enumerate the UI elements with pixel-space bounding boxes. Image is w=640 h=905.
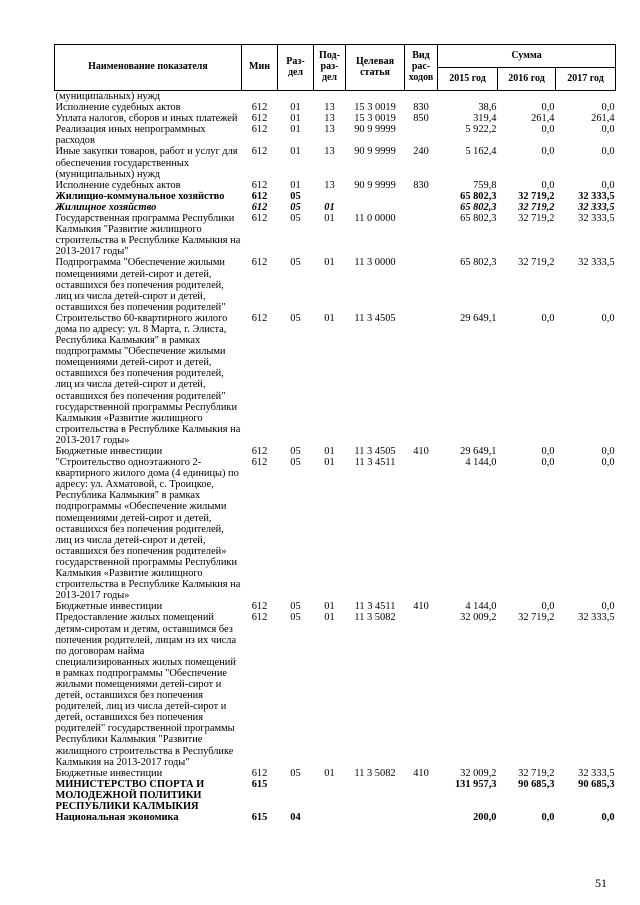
row-podrazdel: 01 (324, 457, 335, 469)
row-statya (346, 812, 405, 823)
row-vid (405, 191, 438, 202)
row-sum-2016: 0,0 (541, 146, 555, 158)
row-vid: 850 (413, 113, 429, 125)
row-sum-2017: 32 333,5 (578, 190, 615, 202)
row-vid: 830 (413, 179, 429, 191)
row-podrazdel: 01 (324, 201, 335, 213)
row-name: Бюджетные инвестиции (55, 446, 163, 457)
row-podrazdel (314, 91, 346, 103)
row-sum-2017: 261,4 (591, 113, 615, 125)
row-sum-2016: 90 685,3 (518, 778, 555, 790)
row-sum-2017: 32 333,5 (578, 767, 615, 779)
row-vid (405, 457, 438, 601)
row-sum-2015: 131 957,3 (454, 778, 497, 790)
row-name: Жилищное хозяйство (55, 201, 157, 213)
row-sum-2016: 0,0 (541, 601, 555, 613)
row-vid: 410 (413, 601, 429, 613)
row-razdel: 05 (290, 201, 301, 213)
header-podrazdel: Под- раз- дел (314, 45, 346, 91)
row-sum-2015: 29 649,1 (460, 446, 497, 457)
row-statya: 11 3 4511 (354, 457, 396, 469)
table-row (55, 313, 616, 446)
row-name: Исполнение судебных актов (55, 179, 181, 191)
row-min: 612 (251, 124, 268, 136)
row-statya: 15 3 0019 (354, 113, 396, 125)
row-sum-2016: 0,0 (541, 124, 555, 136)
row-sum-2017: 0,0 (601, 146, 615, 158)
row-vid: 830 (413, 102, 429, 114)
table-row (55, 257, 616, 312)
row-sum-2017: 0,0 (601, 179, 615, 191)
row-sum-2015: 4 144,0 (465, 601, 497, 613)
row-sum-2015: 65 802,3 (460, 213, 497, 225)
row-statya: 11 3 4505 (354, 312, 396, 324)
header-min: Мин (242, 45, 278, 91)
row-podrazdel: 01 (324, 213, 335, 225)
row-min: 612 (251, 601, 268, 613)
row-razdel: 01 (290, 179, 301, 191)
row-sum-2017: 0,0 (601, 457, 615, 469)
row-statya: 90 9 9999 (354, 124, 396, 136)
table-row (55, 102, 616, 113)
table-row (55, 213, 616, 257)
row-vid (405, 124, 438, 146)
table-row (55, 124, 616, 146)
row-sum-2016: 32 719,2 (518, 257, 555, 269)
row-vid (405, 313, 438, 446)
header-vid: Вид рас- ходов (405, 45, 438, 91)
row-name: Предоставление жилых помещений детям-сиротам и детям, оставшимся без попечения родителей, лицам из их числа по договорам найма специализированных жилых помещений в рамках подпрограммы "Обеспечение жилыми помещениями детей-сирот и детей, оставшихся без попечения родителей, лиц из числа детей-сирот и детей, оставшихся без попечения родителей" государственной программы Республики Калмыкия "Развитие жилищного строительства в Республике Калмыкия на 2013-2017 годы" (55, 612, 237, 768)
table-row (55, 202, 616, 213)
row-sum-2015: 29 649,1 (460, 312, 497, 324)
row-statya: 11 3 4505 (354, 446, 396, 457)
row-razdel: 05 (290, 457, 301, 469)
row-vid (405, 257, 438, 312)
row-razdel: 01 (290, 102, 301, 114)
table-row (55, 768, 616, 779)
row-statya: 90 9 9999 (354, 179, 396, 191)
row-name: Иные закупки товаров, работ и услуг для обеспечения государственных (муниципальных) нужд (55, 146, 238, 180)
header-summa: Сумма (438, 45, 616, 68)
header-name: Наименование показателя (55, 45, 242, 91)
row-vid: 410 (413, 767, 429, 779)
row-sum-2015: 65 802,3 (460, 201, 497, 213)
row-razdel: 05 (290, 612, 301, 624)
row-min: 615 (251, 778, 268, 790)
row-name: Жилищно-коммунальное хозяйство (55, 190, 225, 202)
row-razdel: 05 (290, 213, 301, 225)
row-sum-2015 (438, 91, 498, 103)
table-row (55, 812, 616, 823)
row-sum-2016: 0,0 (541, 179, 555, 191)
row-sum-2016: 32 719,2 (518, 612, 555, 624)
row-sum-2015: 38,6 (478, 102, 497, 114)
row-min: 612 (251, 457, 268, 469)
header-razdel: Раз- дел (278, 45, 314, 91)
row-statya: 11 3 5082 (354, 767, 396, 779)
row-podrazdel (314, 779, 346, 812)
row-name: Реализация иных непрограммных расходов (55, 124, 206, 147)
row-sum-2016: 0,0 (541, 446, 555, 457)
row-min: 612 (251, 146, 268, 158)
row-razdel: 05 (290, 601, 301, 613)
row-podrazdel (314, 191, 346, 202)
row-sum-2015: 319,4 (473, 113, 497, 125)
row-min: 612 (251, 446, 268, 457)
row-podrazdel: 01 (324, 767, 335, 779)
table-row (55, 457, 616, 601)
row-podrazdel: 13 (324, 102, 335, 114)
table-row (55, 180, 616, 191)
row-name: Национальная экономика (55, 812, 179, 824)
row-podrazdel: 13 (324, 124, 335, 136)
row-sum-2016: 32 719,2 (518, 213, 555, 225)
row-sum-2015: 65 802,3 (460, 190, 497, 202)
row-razdel (278, 91, 314, 103)
row-sum-2016 (498, 91, 556, 103)
table-row (55, 601, 616, 612)
row-sum-2015: 200,0 (473, 812, 497, 824)
table-row (55, 612, 616, 767)
row-sum-2017: 32 333,5 (578, 201, 615, 213)
row-name: Строительство 60-квартирного жилого дома по адресу: ул. 8 Марта, г. Элиста, Республика Калмыкия" в рамках подпрограммы "Обеспечение жилыми помещениями детей-сирот и детей, оставшихся без попечения родителей, лиц из числа детей-сирот и детей, оставшихся без попечения родителей" государственной программы Республики Калмыкия «Развитие жилищного строительства в Республике Калмыкия на 2013-2017 годы» (55, 312, 241, 446)
row-sum-2017: 32 333,5 (578, 612, 615, 624)
table-body (55, 91, 616, 824)
row-razdel: 05 (290, 257, 301, 269)
table-row (55, 91, 616, 103)
row-sum-2016: 0,0 (541, 312, 555, 324)
table-row (55, 146, 616, 179)
row-min: 612 (251, 312, 268, 324)
row-statya: 11 3 0000 (354, 257, 396, 269)
row-podrazdel: 13 (324, 179, 335, 191)
row-min (242, 91, 278, 103)
row-name: Бюджетные инвестиции (55, 601, 163, 613)
row-sum-2017 (556, 91, 616, 103)
row-sum-2015: 5 922,2 (465, 124, 497, 136)
row-vid (405, 612, 438, 767)
row-name: "Строительство одноэтажного 2-квартирного жилого дома (4 единицы) по адресу: ул. Ахматовой, с. Троицкое, Республика Калмыкия" в рамках подпрограммы «Обеспечение жилыми помещениями детей-сирот и детей, оставшихся без попечения родителей, лиц из числа детей-сирот и детей, оставшихся без попечения родителей» государственной программы Республики Калмыкия «Развитие жилищного строительства в Республике Калмыкия на 2013-2017 годы» (55, 457, 241, 602)
table-row (55, 191, 616, 202)
row-razdel: 04 (290, 812, 301, 824)
row-name: Бюджетные инвестиции (55, 767, 163, 779)
row-statya: 11 3 5082 (354, 612, 396, 624)
table-row (55, 779, 616, 812)
row-sum-2017: 32 333,5 (578, 213, 615, 225)
row-podrazdel: 01 (324, 446, 335, 457)
row-statya: 90 9 9999 (354, 146, 396, 158)
row-sum-2016: 0,0 (541, 102, 555, 114)
row-statya (346, 91, 405, 103)
row-sum-2016: 32 719,2 (518, 190, 555, 202)
row-sum-2017: 0,0 (601, 601, 615, 613)
row-sum-2015: 4 144,0 (465, 457, 497, 469)
row-name: МИНИСТЕРСТВО СПОРТА И МОЛОДЕЖНОЙ ПОЛИТИКИ РЕСПУБЛИКИ КАЛМЫКИЯ (55, 778, 205, 812)
row-min: 612 (251, 113, 268, 125)
row-sum-2017: 90 685,3 (578, 778, 615, 790)
row-razdel: 01 (290, 146, 301, 158)
row-vid (405, 779, 438, 812)
row-podrazdel (314, 812, 346, 823)
row-min: 612 (251, 201, 268, 213)
row-vid (405, 202, 438, 213)
row-sum-2016: 32 719,2 (518, 767, 555, 779)
row-sum-2016: 261,4 (531, 113, 555, 125)
row-min: 612 (251, 213, 268, 225)
row-razdel (278, 779, 314, 812)
row-min: 615 (251, 812, 268, 824)
row-name: (муниципальных) нужд (55, 91, 161, 102)
row-vid (405, 213, 438, 257)
row-sum-2015: 32 009,2 (460, 612, 497, 624)
row-podrazdel: 01 (324, 312, 335, 324)
row-sum-2017: 0,0 (601, 312, 615, 324)
row-vid: 240 (413, 146, 429, 158)
row-sum-2017: 32 333,5 (578, 257, 615, 269)
row-min: 612 (251, 179, 268, 191)
page-number: 51 (595, 876, 607, 890)
row-podrazdel: 01 (324, 612, 335, 624)
row-podrazdel: 13 (324, 146, 335, 158)
row-statya: 15 3 0019 (354, 102, 396, 114)
row-sum-2017: 0,0 (601, 446, 615, 457)
table-header (55, 45, 616, 91)
row-sum-2016: 0,0 (541, 457, 555, 469)
row-vid (405, 91, 438, 103)
row-sum-2015: 5 162,4 (465, 146, 497, 158)
row-sum-2017: 0,0 (601, 124, 615, 136)
budget-table (54, 44, 616, 823)
row-sum-2015: 759,8 (473, 179, 497, 191)
header-statya: Целевая статья (346, 45, 405, 91)
row-razdel: 01 (290, 113, 301, 125)
header-2017: 2017 год (556, 68, 616, 91)
table-row (55, 446, 616, 457)
row-statya (346, 191, 405, 202)
row-sum-2017: 0,0 (601, 812, 615, 824)
row-sum-2016: 32 719,2 (518, 201, 555, 213)
row-podrazdel: 13 (324, 113, 335, 125)
row-min: 612 (251, 190, 268, 202)
row-razdel: 01 (290, 124, 301, 136)
row-vid (405, 812, 438, 823)
row-min: 612 (251, 612, 268, 624)
header-2016: 2016 год (498, 68, 556, 91)
header-2015: 2015 год (438, 68, 498, 91)
row-sum-2015: 65 802,3 (460, 257, 497, 269)
row-name: Подпрограмма "Обеспечение жилыми помещениями детей-сирот и детей, оставшихся без попечения родителей, лиц из числа детей-сирот и детей, оставшихся без попечения родителей" (55, 257, 226, 313)
row-name: Исполнение судебных актов (55, 102, 181, 114)
row-razdel: 05 (290, 312, 301, 324)
row-min: 612 (251, 257, 268, 269)
row-razdel: 05 (290, 190, 301, 202)
row-vid: 410 (413, 446, 429, 457)
row-sum-2015: 32 009,2 (460, 767, 497, 779)
row-statya (346, 202, 405, 213)
row-statya (346, 779, 405, 812)
table-row (55, 113, 616, 124)
row-razdel: 05 (290, 767, 301, 779)
row-statya: 11 3 4511 (354, 601, 396, 613)
row-name: Уплата налогов, сборов и иных платежей (55, 113, 238, 125)
row-sum-2016: 0,0 (541, 812, 555, 824)
row-razdel: 05 (290, 446, 301, 457)
row-min: 612 (251, 102, 268, 114)
row-sum-2017: 0,0 (601, 102, 615, 114)
row-statya: 11 0 0000 (354, 213, 396, 225)
row-name: Государственная программа Республики Калмыкия "Развитие жилищного строительства в Республике Калмыкия на 2013-2017 годы" (55, 213, 241, 258)
row-podrazdel: 01 (324, 601, 335, 613)
row-podrazdel: 01 (324, 257, 335, 269)
row-min: 612 (251, 767, 268, 779)
